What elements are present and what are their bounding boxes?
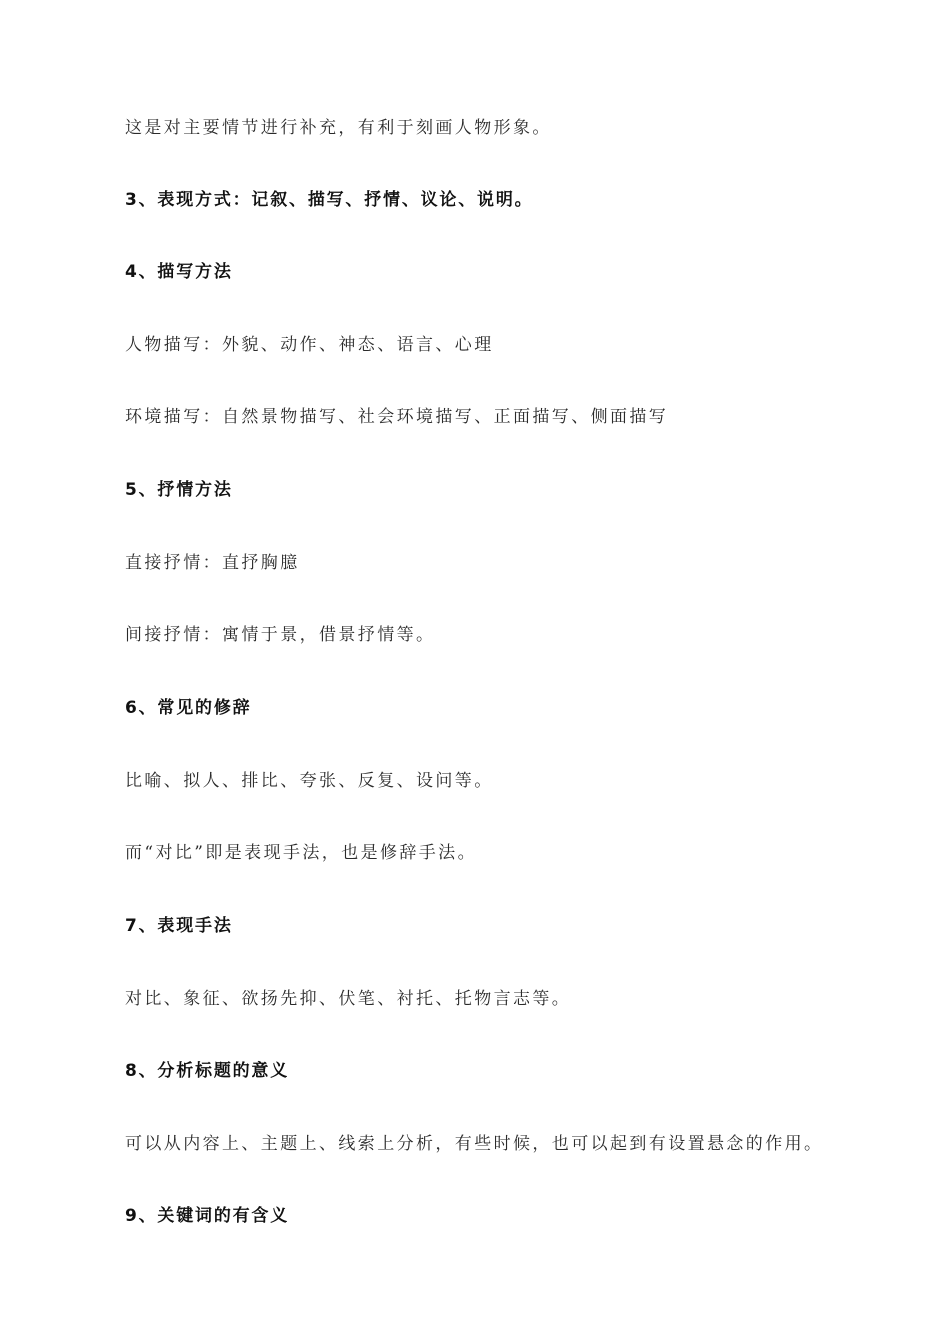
heading-keyword-meaning: 9、关键词的有含义 [125, 1206, 290, 1226]
heading-expression-modes: 3、表现方式：记叙、描写、抒情、议论、说明。 [125, 190, 534, 210]
heading-lyric-methods: 5、抒情方法 [125, 480, 233, 500]
paragraph-plot-supplement: 这是对主要情节进行补充，有利于刻画人物形象。 [125, 118, 552, 138]
heading-rhetoric: 6、常见的修辞 [125, 698, 252, 718]
paragraph-techniques-list: 对比、象征、欲扬先抑、伏笔、衬托、托物言志等。 [125, 989, 572, 1009]
paragraph-contrast-note: 而“对比”即是表现手法，也是修辞手法。 [125, 843, 477, 863]
paragraph-environment-description: 环境描写：自然景物描写、社会环境描写、正面描写、侧面描写 [125, 407, 669, 427]
paragraph-direct-lyric: 直接抒情：直抒胸臆 [125, 553, 300, 573]
heading-title-meaning: 8、分析标题的意义 [125, 1061, 290, 1081]
paragraph-title-analysis: 可以从内容上、主题上、线索上分析，有些时候，也可以起到有设置悬念的作用。 [125, 1134, 824, 1154]
paragraph-rhetoric-list: 比喻、拟人、排比、夸张、反复、设问等。 [125, 771, 494, 791]
heading-expression-techniques: 7、表现手法 [125, 916, 233, 936]
heading-description-methods: 4、描写方法 [125, 262, 233, 282]
paragraph-indirect-lyric: 间接抒情：寓情于景，借景抒情等。 [125, 625, 436, 645]
paragraph-character-description: 人物描写：外貌、动作、神态、语言、心理 [125, 335, 494, 355]
